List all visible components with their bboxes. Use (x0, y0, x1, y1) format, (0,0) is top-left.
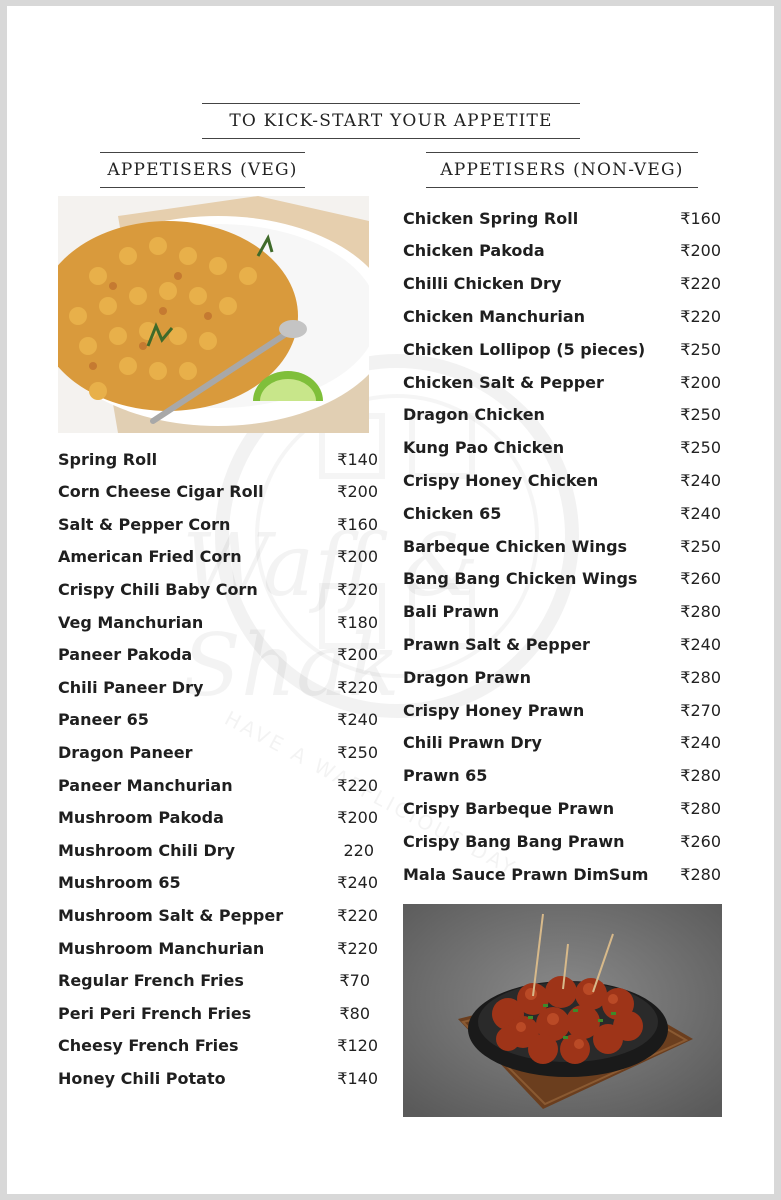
item-price: ₹220 (337, 677, 378, 697)
menu-item (58, 770, 378, 800)
item-price: ₹250 (680, 405, 721, 425)
item-price: ₹250 (680, 339, 721, 359)
main-heading: TO KICK-START YOUR APPETITE (202, 103, 580, 139)
item-price: ₹220 (337, 775, 378, 795)
item-name: Chicken Manchurian (403, 306, 586, 326)
item-price: ₹250 (337, 742, 378, 762)
item-name: Bang Bang Chicken Wings (403, 569, 638, 589)
item-name: Prawn Salt & Pepper (403, 634, 590, 654)
item-price: ₹180 (337, 612, 378, 632)
menu-item (403, 564, 721, 594)
item-price: 220 (343, 840, 374, 860)
item-price: ₹200 (337, 547, 378, 567)
item-price: ₹240 (337, 710, 378, 730)
item-price: ₹160 (680, 208, 721, 228)
item-name: Honey Chili Potato (58, 1068, 226, 1088)
item-price: ₹280 (680, 864, 721, 884)
menu-item (403, 465, 721, 495)
item-name: Chicken 65 (403, 503, 502, 523)
menu-item (403, 334, 721, 364)
menu-item (58, 672, 378, 702)
item-name: Spring Roll (58, 449, 158, 469)
item-price: ₹220 (337, 579, 378, 599)
menu-item (403, 695, 721, 725)
menu-item (403, 531, 721, 561)
item-name: Chili Prawn Dry (403, 733, 542, 753)
item-name: Peri Peri French Fries (58, 1003, 252, 1023)
item-name: Veg Manchurian (58, 612, 204, 632)
item-price: ₹80 (339, 1003, 370, 1023)
item-name: Salt & Pepper Corn (58, 514, 231, 534)
menu-item (403, 433, 721, 463)
menu-item (58, 1063, 378, 1093)
item-price: ₹240 (337, 873, 378, 893)
item-name: Chicken Lollipop (5 pieces) (403, 339, 646, 359)
item-price: ₹260 (680, 831, 721, 851)
item-price: ₹160 (337, 514, 378, 534)
item-name: Prawn 65 (403, 766, 488, 786)
menu-item (58, 607, 378, 637)
item-name: Crispy Honey Chicken (403, 470, 599, 490)
item-price: ₹140 (337, 1068, 378, 1088)
chicken-appetiser-photo (403, 904, 722, 1117)
menu-item (58, 542, 378, 572)
item-name: Dragon Chicken (403, 405, 545, 425)
item-price: ₹260 (680, 569, 721, 589)
item-name: Dragon Prawn (403, 667, 531, 687)
item-price: ₹220 (680, 306, 721, 326)
menu-item (403, 236, 721, 266)
menu-item (403, 859, 721, 889)
item-name: Crispy Barbeque Prawn (403, 798, 615, 818)
item-price: ₹140 (337, 449, 378, 469)
menu-item (58, 737, 378, 767)
item-name: Kung Pao Chicken (403, 438, 565, 458)
item-name: American Fried Corn (58, 547, 242, 567)
item-name: Chicken Pakoda (403, 241, 545, 261)
menu-item (58, 705, 378, 735)
item-price: ₹240 (680, 503, 721, 523)
item-price: ₹280 (680, 798, 721, 818)
item-name: Regular French Fries (58, 971, 244, 991)
menu-item (58, 477, 378, 507)
corn-appetiser-photo (58, 196, 369, 433)
menu-item (58, 998, 378, 1028)
item-name: Chilli Chicken Dry (403, 274, 562, 294)
item-name: Mushroom Manchurian (58, 938, 265, 958)
menu-item (58, 444, 378, 474)
item-price: ₹280 (680, 766, 721, 786)
item-name: Chicken Salt & Pepper (403, 372, 604, 392)
item-price: ₹70 (339, 971, 370, 991)
menu-item (403, 793, 721, 823)
item-name: Crispy Chili Baby Corn (58, 579, 258, 599)
menu-item (403, 301, 721, 331)
menu-item (58, 574, 378, 604)
nonveg-section-heading: APPETISERS (NON-VEG) (426, 152, 698, 188)
item-price: ₹200 (337, 645, 378, 665)
menu-item (403, 826, 721, 856)
menu-item (58, 933, 378, 963)
menu-item (403, 269, 721, 299)
item-name: Dragon Paneer (58, 742, 193, 762)
menu-item (58, 900, 378, 930)
item-price: ₹200 (337, 808, 378, 828)
item-name: Mushroom Salt & Pepper (58, 905, 284, 925)
item-price: ₹220 (680, 274, 721, 294)
menu-item (403, 400, 721, 430)
menu-item (58, 966, 378, 996)
item-price: ₹240 (680, 733, 721, 753)
item-name: Paneer Pakoda (58, 645, 193, 665)
menu-item (403, 662, 721, 692)
item-price: ₹220 (337, 938, 378, 958)
menu-item (403, 728, 721, 758)
item-price: ₹200 (680, 241, 721, 261)
menu-item (58, 803, 378, 833)
item-price: ₹240 (680, 634, 721, 654)
item-name: Mushroom 65 (58, 873, 181, 893)
item-name: Crispy Bang Bang Prawn (403, 831, 625, 851)
menu-item (403, 203, 721, 233)
menu-item (403, 367, 721, 397)
menu-item (58, 835, 378, 865)
item-name: Mala Sauce Prawn DimSum (403, 864, 649, 884)
item-price: ₹200 (680, 372, 721, 392)
item-price: ₹280 (680, 602, 721, 622)
item-name: Bali Prawn (403, 602, 500, 622)
menu-item (58, 509, 378, 539)
menu-page (7, 6, 774, 1194)
item-name: Crispy Honey Prawn (403, 700, 585, 720)
item-name: Paneer Manchurian (58, 775, 233, 795)
menu-item (58, 868, 378, 898)
item-price: ₹240 (680, 470, 721, 490)
item-name: Barbeque Chicken Wings (403, 536, 628, 556)
item-price: ₹250 (680, 438, 721, 458)
item-name: Chili Paneer Dry (58, 677, 204, 697)
item-name: Mushroom Pakoda (58, 808, 224, 828)
item-name: Paneer 65 (58, 710, 149, 730)
item-price: ₹250 (680, 536, 721, 556)
item-price: ₹270 (680, 700, 721, 720)
item-price: ₹220 (337, 905, 378, 925)
menu-item (58, 640, 378, 670)
veg-section-heading: APPETISERS (VEG) (100, 152, 305, 188)
item-name: Mushroom Chili Dry (58, 840, 236, 860)
item-name: Chicken Spring Roll (403, 208, 579, 228)
item-price: ₹120 (337, 1036, 378, 1056)
menu-item (403, 629, 721, 659)
menu-item (403, 761, 721, 791)
menu-item (58, 1031, 378, 1061)
item-name: Corn Cheese Cigar Roll (58, 482, 264, 502)
menu-item (403, 498, 721, 528)
item-price: ₹200 (337, 482, 378, 502)
item-price: ₹280 (680, 667, 721, 687)
menu-item (403, 597, 721, 627)
item-name: Cheesy French Fries (58, 1036, 239, 1056)
